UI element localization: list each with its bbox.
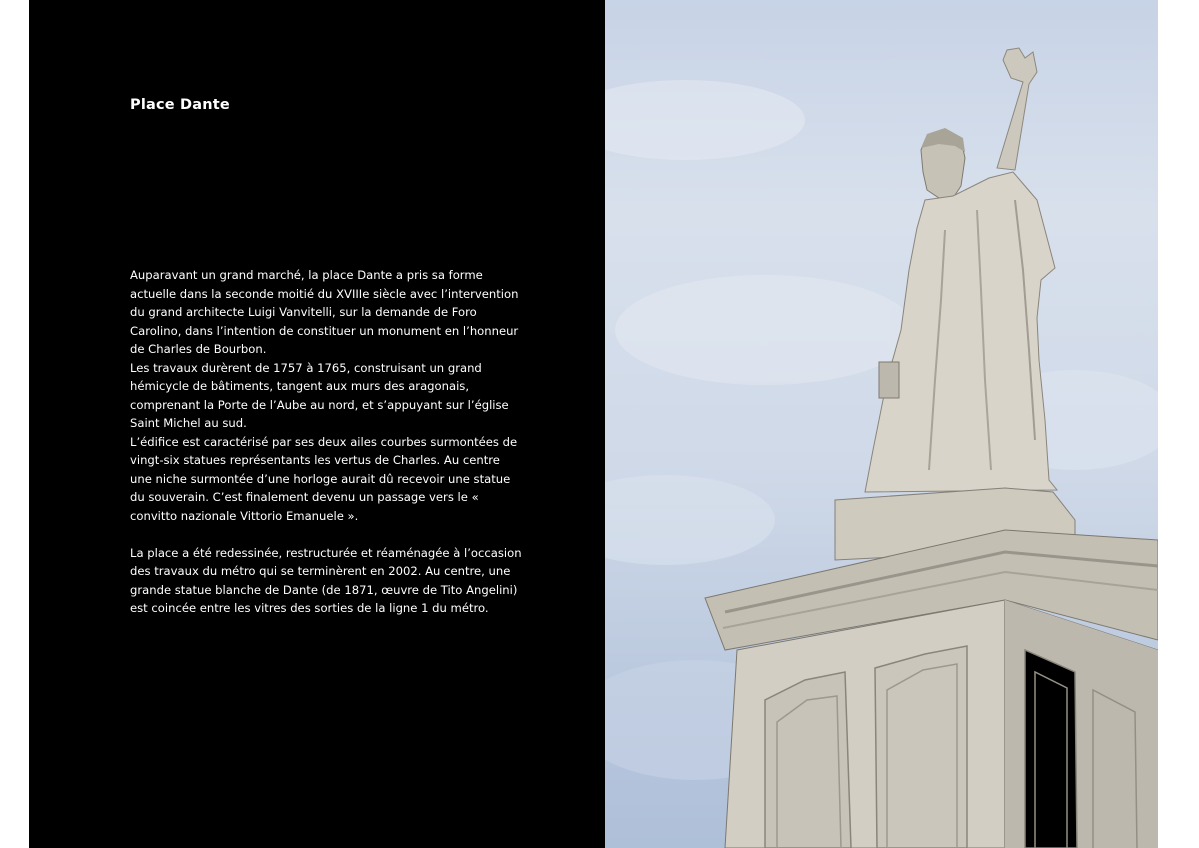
paragraph-history: Auparavant un grand marché, la place Dante a pris sa forme actuelle dans la seconde moitié du XVIIIe siècle avec l’intervention du grand architecte Luigi Vanvitelli, sur la demande de Foro Carolino, dans l’intention de constituer un monument en l’honneur de Charles de Bourbon. — [130, 268, 519, 356]
gothic-panel-center — [875, 646, 967, 848]
body-text — [130, 266, 525, 618]
paragraph-gap — [130, 525, 525, 544]
dante-statue-photo — [605, 0, 1158, 848]
paragraph-building: L’édifice est caractérisé par ses deux ailes courbes surmontées de vingt-six statues représentants les vertus de Charles. Au centre une niche surmontée d’une horloge aurait dû recevoir une statue du souverain. C’est finalement devenu un passage vers le « convitto nazionale Vittorio Emanuele ». — [130, 434, 518, 523]
paragraph-works: Les travaux durèrent de 1757 à 1765, construisant un grand hémicycle de bâtiments, tangent aux murs des aragonais, comprenant la Porte de l’Aube au nord, et s’appuyant sur l’église Saint Michel au sud. — [130, 360, 509, 430]
page-margin — [1158, 0, 1199, 848]
page-title: Place Dante — [130, 97, 230, 113]
text-page — [29, 0, 605, 848]
statue-illustration — [605, 0, 1158, 848]
statue-book — [879, 362, 899, 398]
paragraph-metro: La place a été redessinée, restructurée et réaménagée à l’occasion des travaux du métro qui se terminèrent en 2002. Au centre, une grande statue blanche de Dante (de 1871, œuvre de Tito Angelini) est coincée entre les vitres des sorties de la ligne 1 du métro. — [130, 545, 522, 615]
statue-arm — [997, 48, 1037, 170]
